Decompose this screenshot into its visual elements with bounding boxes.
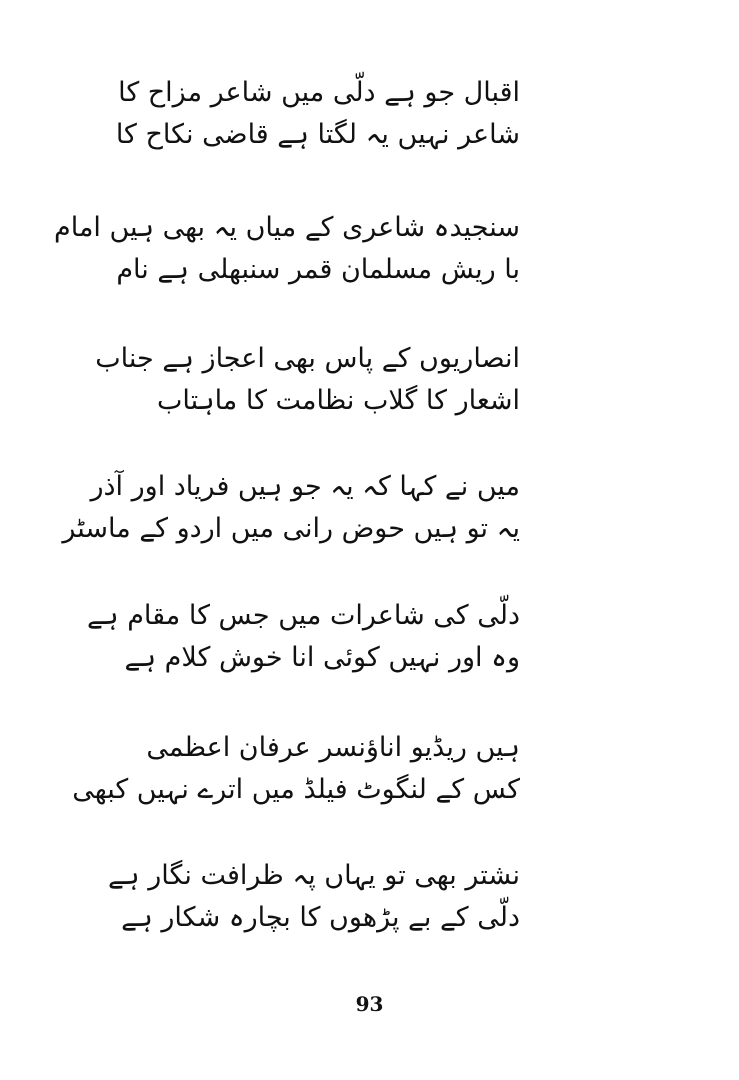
verse-line: وہ اور نہیں کوئی انا خوش کلام ہے	[124, 642, 520, 673]
verse-line: کس کے لنگوٹ فیلڈ میں اترے نہیں کبھی	[72, 774, 520, 805]
stanza-3	[95, 338, 520, 422]
stanza-4	[62, 466, 520, 550]
stanza-6	[72, 727, 520, 811]
verse-line: یہ تو ہیں حوض رانی میں اردو کے ماسٹر	[62, 513, 520, 544]
verse-line: انصاریوں کے پاس بھی اعجاز ہے جناب	[95, 343, 520, 374]
verse-line: ہیں ریڈیو اناؤنسر عرفان اعظمی	[146, 732, 520, 763]
verse-line: سنجیدہ شاعری کے میاں یہ بھی ہیں امام	[54, 212, 520, 243]
stanza-1	[115, 72, 520, 156]
stanza-2	[54, 207, 520, 291]
verse-line: با ریش مسلمان قمر سنبھلی ہے نام	[116, 254, 520, 285]
verse-line: دلّی کی شاعرات میں جس کا مقام ہے	[86, 600, 520, 631]
verse-line: شاعر نہیں یہ لگتا ہے قاضی نکاح کا	[115, 119, 520, 150]
verse-line: اقبال جو ہے دلّی میں شاعر مزاح کا	[118, 77, 520, 108]
page-number: 93	[355, 992, 384, 1016]
verse-line: دلّی کے بے پڑھوں کا بچارہ شکار ہے	[121, 902, 520, 933]
stanza-7	[107, 855, 520, 939]
verse-line: میں نے کہا کہ یہ جو ہیں فریاد اور آذر	[90, 471, 520, 502]
verse-line: نشتر بھی تو یہاں پہ ظرافت نگار ہے	[107, 860, 520, 891]
stanza-5	[86, 595, 520, 679]
verse-line: اشعار کا گلاب نظامت کا ماہتاب	[156, 385, 520, 416]
